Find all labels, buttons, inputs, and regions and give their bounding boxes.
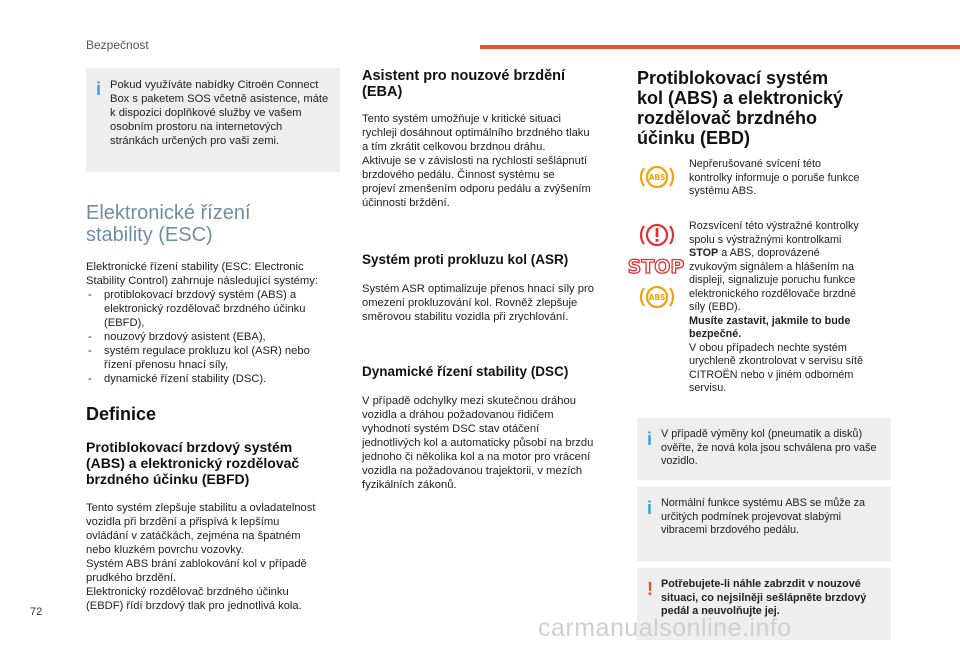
text-line: V případě odchylky mezi skutečnou dráhou (362, 395, 576, 407)
text-fragment: a ABS, doprovázené (721, 247, 820, 259)
stop-icon (627, 255, 685, 278)
info-box-connect (86, 68, 340, 172)
info-box-wheels (637, 418, 891, 480)
asr-title: Systém proti prokluzu kol (ASR) (362, 252, 569, 267)
eba-title-line: (EBA) (362, 84, 403, 100)
text-line: fyzikálních zákonů. (362, 479, 457, 491)
text-line: síly (EBD). (689, 301, 741, 313)
abs-lamp-row (637, 158, 891, 220)
abs-warning-lamp-icon (639, 162, 675, 197)
text-line (689, 247, 891, 261)
text-line-bold: bezpečné. (689, 328, 742, 340)
text-line: V obou případech nechte systém (689, 341, 847, 354)
info-box-text: Normální funkce systému ABS se může za určitých podmínek projevovat slabými vibracemi brzdového pedálu. (661, 497, 866, 536)
list-item: - dynamické řízení stability (DSC). (86, 372, 340, 386)
text-line: kontrolky informuje o poruše funkce (689, 171, 860, 184)
text-line: displeji, signalizuje poruchu funkce (689, 274, 856, 286)
text-line: (EBDF) řídí brzdový tlak pro jednotlivá kola. (86, 600, 302, 612)
text-line: Elektronický rozdělovač brzdného účinku (86, 586, 289, 598)
text-line: Nepřerušované svícení této (689, 158, 822, 170)
text-line: spolu s výstražnými kontrolkami (689, 233, 842, 246)
text-line: systému ABS. (689, 185, 757, 197)
esc-title (86, 202, 340, 246)
eba-text (362, 112, 616, 210)
info-box-text: V případě výměny kol (pneumatik a disků) ověřte, že nová kola jsou schválena pro vaše vozidlo. (661, 428, 877, 467)
dsc-title: Dynamické řízení stability (DSC) (362, 364, 569, 379)
column-1 (86, 68, 340, 613)
text-line: jednotlivých kol a automaticky působí na brzdu (362, 437, 594, 449)
page-number: 72 (30, 606, 43, 618)
info-icon: i (96, 79, 102, 99)
text-line: směrovou stabilitu vozidla při zrychlování. (362, 311, 569, 323)
abs-lamp-label: ABS (648, 293, 666, 302)
warning-box-text: Potřebujete-li náhle zabrzdit v nouzové situaci, co nejsilněji sešlápněte brzdový pedál a neuvolňujte jej. (661, 578, 867, 617)
text-line: vyhodnotí systém DSC stav otáčení (362, 423, 540, 435)
text-line: vozidla na požadovanou trajektorii, v mezích (362, 465, 583, 477)
dsc-text (362, 394, 616, 492)
text-line: urychleně zkontrolovat v servisu sítě (689, 355, 864, 367)
brake-lamp-row (627, 220, 891, 416)
title-line: Protiblokovací systém (637, 68, 829, 88)
eba-title-line: Asistent pro nouzové brzdění (362, 68, 566, 84)
abs-subtitle-line: (ABS) a elektronický rozdělovač (86, 455, 300, 471)
info-box-abs-vibration (637, 487, 891, 561)
lamp2-text (689, 220, 891, 396)
text-line: omezení prokluzování kol. Rovněž zlepšuje (362, 297, 578, 309)
esc-title-line: stability (ESC) (86, 224, 213, 246)
text-line: Systém ASR optimalizuje přenos hnací síly pro (362, 283, 594, 295)
brake-lamp-icons (627, 220, 685, 317)
title-line: rozdělovač brzdného (637, 108, 818, 128)
definice-title: Definice (86, 404, 157, 424)
esc-intro: Elektronické řízení stability (ESC: Electronic Stability Control) zahrnuje následující systémy: (86, 261, 318, 287)
abs-lamp-label: ABS (648, 173, 666, 182)
title-line: kol (ABS) a elektronický (637, 88, 844, 108)
watermark: carmanualsonline.info (538, 614, 792, 642)
text-line: brzdového pedálu. Činnost systému se (362, 169, 555, 181)
list-item: - systém regulace prokluzu kol (ASR) nebo řízení přenosu hnací síly, (86, 344, 340, 372)
eba-title (362, 68, 616, 100)
text-line: Tento systém umožňuje v kritické situaci (362, 113, 561, 125)
stop-lamp-label: STOP (627, 256, 685, 278)
text-line: vozidla při brzdění a přispívá k lepšímu (86, 516, 280, 528)
asr-text (362, 282, 616, 324)
info-icon: i (647, 498, 653, 518)
stop-word: STOP (689, 247, 719, 259)
title-line: účinku (EBD) (637, 128, 751, 148)
abs-text (86, 501, 340, 613)
text-line-bold: Musíte zastavit, jakmile to bude (689, 314, 851, 327)
text-line: ovládání v zatáčkách, zejména na špatném (86, 530, 301, 542)
lamp1-text (689, 158, 891, 199)
abs-ebd-title (637, 68, 891, 148)
abs-subtitle (86, 439, 340, 487)
text-line: Aktivuje se v závislosti na rychlosti sešlápnutí (362, 155, 588, 167)
text-line: zvukovým signálem a hlášením na (689, 260, 855, 273)
info-icon: i (647, 429, 653, 449)
column-3 (627, 68, 891, 640)
text-line: účinnosti brždění. (362, 197, 450, 209)
text-line: Rozsvícení této výstražné kontrolky (689, 220, 859, 232)
text-line: jednoho či několika kol a na motor pro vrácení (362, 451, 591, 463)
section-title: Bezpečnost (86, 38, 149, 52)
text-line: projeví zmenšením odporu pedálu a zvýšením (362, 183, 591, 195)
list-item: - protiblokovací brzdový systém (ABS) a elektronický rozdělovač brzdného účinku (EBFD), (86, 288, 340, 330)
text-line: prudkého brzdění. (86, 572, 177, 584)
header-accent-bar (480, 45, 960, 49)
text-line: servisu. (689, 382, 727, 394)
text-line: CITROËN nebo v jiném odborném (689, 368, 854, 381)
abs-subtitle-line: brzdného účinku (EBFD) (86, 471, 250, 487)
text-line: a tím zkrátit celkovou brzdnou dráhu. (362, 141, 546, 153)
brake-warning-icon (639, 220, 675, 250)
text-line: nebo kluzkém povrchu vozovky. (86, 544, 244, 556)
list-item: - nouzový brzdový asistent (EBA), (86, 330, 340, 344)
text-line: vozidla a dráhou požadovanou řidičem (362, 409, 554, 421)
warning-icon: ! (647, 579, 653, 599)
esc-list (86, 288, 340, 386)
text-line: rychleji dosáhnout optimálního brzdného tlaku (362, 127, 590, 139)
info-box-text: Pokud využíváte nabídky Citroën Connect Box s paketem SOS včetně asistence, máte k dispozici doplňkové služby ve vašem osobním prostoru na internetových stránkách určených pro vaši zemi. (110, 79, 329, 147)
text-line: elektronického rozdělovače brzdné (689, 287, 856, 300)
text-line: Systém ABS brání zablokování kol v případě (86, 558, 307, 570)
abs-subtitle-line: Protiblokovací brzdový systém (86, 439, 293, 455)
text-line: Tento systém zlepšuje stabilitu a ovladatelnost (86, 502, 316, 514)
esc-title-line: Elektronické řízení (86, 202, 251, 224)
column-2 (362, 68, 616, 492)
abs-warning-lamp-icon (639, 282, 675, 312)
